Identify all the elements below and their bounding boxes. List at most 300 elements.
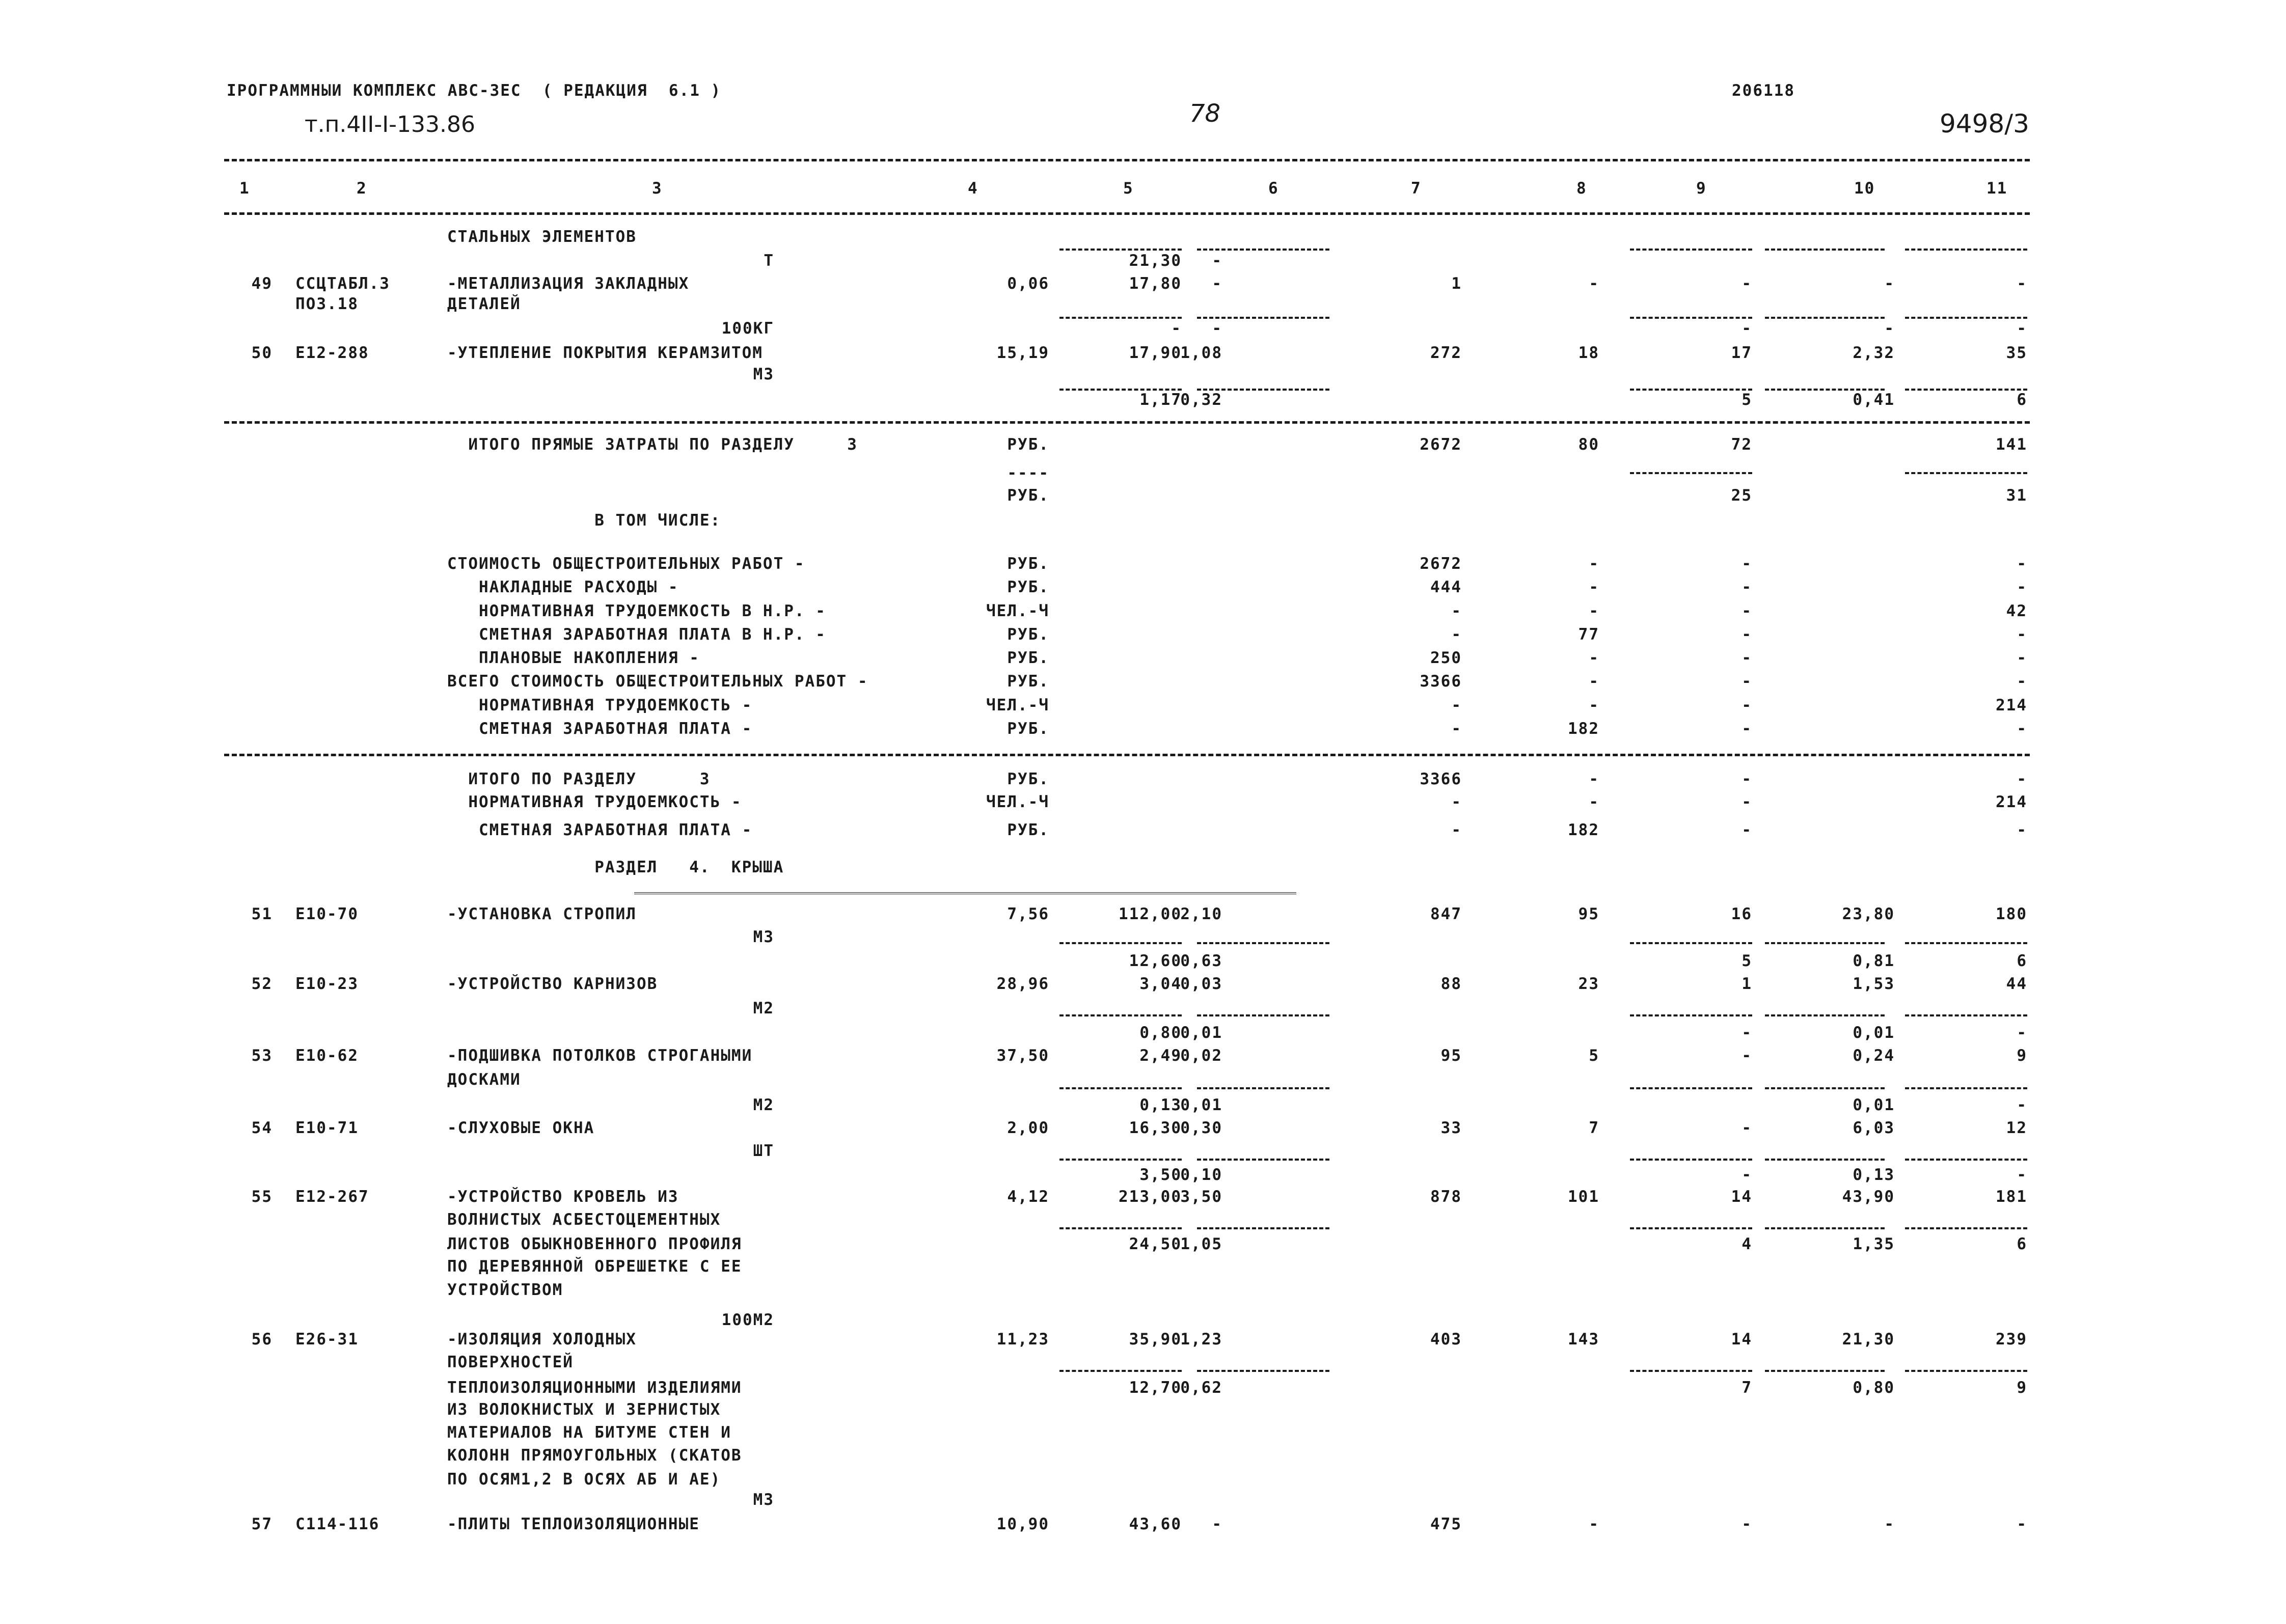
machine-cost: 5 [1741, 391, 1752, 409]
cell-separator [1630, 389, 1752, 391]
quantity: 11,23 [996, 1330, 1049, 1348]
unit-wage: 1,05 [1180, 1235, 1222, 1253]
work-description: -ПЛИTЫ TEПЛOИЗOЛЯЦИOHHЫE [447, 1515, 700, 1533]
unit-wage: 0,03 [1180, 975, 1222, 993]
column-number-6: 6 [1268, 179, 1279, 198]
unit-label: M2 [753, 1096, 774, 1114]
unit-cost: 12,60 [1129, 952, 1182, 970]
cell-separator [1059, 1370, 1182, 1372]
rate-code: E10-62 [295, 1047, 359, 1065]
total-wage: - [1589, 696, 1599, 714]
total-labor: - [2017, 672, 2027, 691]
column-number-9: 9 [1696, 179, 1707, 198]
total-labor: 9 [2017, 1379, 2027, 1397]
labor-hours: 1,35 [1853, 1235, 1895, 1253]
total-labor: - [2017, 1515, 2027, 1533]
cell-separator [1630, 1227, 1752, 1229]
total-wage: 101 [1568, 1188, 1599, 1206]
total-cost: 2672 [1420, 435, 1462, 454]
cell-separator [1059, 317, 1182, 319]
total-labor: 9 [2017, 1047, 2027, 1065]
unit-cost: 3,04 [1139, 975, 1182, 993]
work-description: ЛИCTOB OБЫKHOBEHHOГO ПPOФИЛЯ [447, 1235, 742, 1253]
cell-separator [1059, 942, 1182, 944]
machine-cost: - [1741, 793, 1752, 811]
cell-separator [1059, 249, 1182, 251]
total-cost: 475 [1430, 1515, 1462, 1533]
cell-separator [1630, 472, 1752, 474]
total-wage: - [1589, 602, 1599, 620]
cell-separator [1765, 942, 1885, 944]
cell-separator [1765, 1014, 1885, 1016]
work-description: ИTOГO ПPЯMЫE ЗATPATЫ ПO PAЗДEЛУ 3 [447, 435, 858, 454]
rate-code: CCЦTAБЛ.3 [295, 274, 390, 293]
unit-label: T [764, 252, 774, 270]
labor-hours: 0,13 [1853, 1166, 1895, 1184]
header-rule-bottom [224, 212, 2030, 215]
work-description: BOЛHИCTЫX ACБECTOЦEMEHTHЫX [447, 1210, 721, 1229]
work-description: ИЗ BOЛOKHИCTЫX И ЗEPHИCTЫX [447, 1400, 721, 1419]
quantity: 28,96 [996, 975, 1049, 993]
machine-cost: - [1741, 672, 1752, 691]
unit-cost: 0,80 [1139, 1024, 1182, 1042]
total-cost: - [1451, 696, 1462, 714]
total-cost: - [1451, 720, 1462, 738]
page-number: 78 [1189, 99, 1221, 128]
cell-separator [1905, 389, 2027, 391]
cell-separator [1905, 1087, 2027, 1089]
machine-cost: - [1741, 649, 1752, 667]
total-labor: - [2017, 625, 2027, 644]
machine-cost: - [1741, 274, 1752, 293]
total-wage: - [1589, 555, 1599, 573]
total-cost: 3366 [1420, 672, 1462, 691]
total-labor: 6 [2017, 391, 2027, 409]
total-wage: 18 [1578, 344, 1599, 362]
unit-label: 100M2 [721, 1311, 774, 1329]
work-description: CMETHAЯ ЗAPAБOTHAЯ ПЛATA - [447, 821, 753, 839]
machine-cost: 7 [1741, 1379, 1752, 1397]
cell-separator [1059, 1227, 1182, 1229]
quantity: PУБ. [1007, 649, 1049, 667]
total-labor: 6 [2017, 952, 2027, 970]
total-labor: - [2017, 821, 2027, 839]
unit-wage: 0,63 [1180, 952, 1222, 970]
work-description: CMETHAЯ ЗAPAБOTHAЯ ПЛATA B H.P. - [447, 625, 826, 644]
total-labor: - [2017, 1024, 2027, 1042]
rate-code: E10-23 [295, 975, 359, 993]
work-description: -ПOДШИBKA ПOTOЛKOB CTPOГAHЫMИ [447, 1047, 753, 1065]
total-labor: - [2017, 649, 2027, 667]
work-description: -УCTPOЙCTBO KAPHИЗOB [447, 975, 658, 993]
machine-cost: - [1741, 696, 1752, 714]
cell-separator [1197, 389, 1329, 391]
machine-cost: 17 [1731, 344, 1752, 362]
unit-cost: 17,90 [1129, 344, 1182, 362]
work-description: BCEГO CTOИMOCTЬ OБЩECTPOИTEЛЬHЫX PAБOT - [447, 672, 868, 691]
unit-cost: - [1171, 319, 1182, 338]
unit-cost: 0,13 [1139, 1096, 1182, 1114]
rate-code: E12-267 [295, 1188, 369, 1206]
total-wage: 23 [1578, 975, 1599, 993]
labor-hours: 0,80 [1853, 1379, 1895, 1397]
work-description: HOPMATИBHAЯ TPУДOEMKOCTЬ B H.P. - [447, 602, 826, 620]
cell-separator [1630, 1087, 1752, 1089]
work-description: ДOCKAMИ [447, 1070, 521, 1089]
cell-separator [1905, 1159, 2027, 1161]
unit-wage: - [1212, 319, 1222, 338]
unit-label: 100KГ [721, 319, 774, 338]
row-number: 56 [251, 1330, 273, 1348]
quantity: PУБ. [1007, 770, 1049, 788]
total-wage: - [1589, 1515, 1599, 1533]
work-description: ДETAЛEЙ [447, 295, 521, 313]
total-wage: - [1589, 274, 1599, 293]
cell-separator [1630, 942, 1752, 944]
sheet-number: 9498/3 [1940, 109, 2029, 139]
quantity: ЧEЛ.-Ч [986, 793, 1049, 811]
cell-separator [1765, 1227, 1885, 1229]
unit-wage: 1,23 [1180, 1330, 1222, 1348]
cell-separator [1765, 317, 1885, 319]
total-wage: - [1589, 793, 1599, 811]
work-description: -CЛУXOBЫE OKHA [447, 1119, 595, 1137]
machine-cost: - [1741, 720, 1752, 738]
section-title-underline [634, 892, 1296, 896]
total-cost: 3366 [1420, 770, 1462, 788]
work-description: -УCTAHOBKA CTPOПИЛ [447, 905, 637, 923]
total-labor: 42 [2006, 602, 2027, 620]
labor-hours: 2,32 [1853, 344, 1895, 362]
cell-separator [1905, 317, 2027, 319]
total-cost: 2672 [1420, 555, 1462, 573]
total-labor: 35 [2006, 344, 2027, 362]
machine-cost: 1 [1741, 975, 1752, 993]
labor-hours: 0,41 [1853, 391, 1895, 409]
work-description: УCTPOЙCTBOM [447, 1281, 563, 1299]
quantity: 7,56 [1007, 905, 1049, 923]
machine-cost: - [1741, 1119, 1752, 1137]
cell-separator [1905, 1370, 2027, 1372]
cell-separator [1905, 472, 2027, 474]
section-rule [224, 421, 2030, 424]
total-labor: 181 [1996, 1188, 2027, 1206]
work-description: TEПЛOИЗOЛЯЦИOHHЫMИ ИЗДEЛИЯMИ [447, 1379, 742, 1397]
quantity: 0,06 [1007, 274, 1049, 293]
unit-cost: 35,90 [1129, 1330, 1182, 1348]
column-number-10: 10 [1854, 179, 1875, 198]
rate-code: E12-288 [295, 344, 369, 362]
unit-label: M2 [753, 999, 774, 1017]
quantity: ЧEЛ.-Ч [986, 602, 1049, 620]
work-description: -УCTPOЙCTBO KPOBEЛЬ ИЗ [447, 1188, 679, 1206]
cell-separator [1765, 389, 1885, 391]
machine-cost: - [1741, 319, 1752, 338]
total-cost: - [1451, 602, 1462, 620]
unit-wage: - [1212, 1515, 1222, 1533]
unit-cost: 3,50 [1139, 1166, 1182, 1184]
machine-cost: 72 [1731, 435, 1752, 454]
rate-code: ПO3.18 [295, 295, 359, 313]
unit-wage: 0,01 [1180, 1024, 1222, 1042]
labor-hours: 43,90 [1842, 1188, 1895, 1206]
labor-hours: 0,81 [1853, 952, 1895, 970]
row-number: 52 [251, 975, 273, 993]
work-description: ПO ДEPEBЯHHOЙ OБPEШETKE C EE [447, 1257, 742, 1276]
cell-separator [1765, 249, 1885, 251]
machine-cost: 14 [1731, 1330, 1752, 1348]
quantity: PУБ. [1007, 486, 1049, 505]
total-wage: - [1589, 770, 1599, 788]
unit-label: M3 [753, 1491, 774, 1509]
column-number-5: 5 [1123, 179, 1134, 198]
unit-wage: 0,30 [1180, 1119, 1222, 1137]
unit-wage: 0,01 [1180, 1096, 1222, 1114]
rate-code: E10-71 [295, 1119, 359, 1137]
machine-cost: - [1741, 1515, 1752, 1533]
total-labor: - [2017, 555, 2027, 573]
document-code: 206118 [1732, 81, 1795, 100]
labor-hours: 0,01 [1853, 1024, 1895, 1042]
work-description: -METAЛЛИЗAЦИЯ ЗAKЛAДHЫX [447, 274, 690, 293]
column-number-7: 7 [1411, 179, 1422, 198]
machine-cost: - [1741, 625, 1752, 644]
total-labor: - [2017, 319, 2027, 338]
unit-wage: 0,62 [1180, 1379, 1222, 1397]
total-cost: - [1451, 793, 1462, 811]
cell-separator [1630, 317, 1752, 319]
unit-cost: 24,50 [1129, 1235, 1182, 1253]
labor-hours: 0,24 [1853, 1047, 1895, 1065]
work-description: HAKЛAДHЫE PACXOДЫ - [447, 578, 679, 596]
total-labor: 141 [1996, 435, 2027, 454]
labor-hours: 6,03 [1853, 1119, 1895, 1137]
row-number: 55 [251, 1188, 273, 1206]
machine-cost: 14 [1731, 1188, 1752, 1206]
unit-wage: 1,08 [1180, 344, 1222, 362]
column-number-1: 1 [239, 179, 250, 198]
work-description: ПOBEPXHOCTEЙ [447, 1353, 574, 1371]
quantity: ---- [1007, 464, 1049, 482]
total-labor: 180 [1996, 905, 2027, 923]
cell-separator [1197, 1370, 1329, 1372]
machine-cost: 5 [1741, 952, 1752, 970]
machine-cost: - [1741, 555, 1752, 573]
machine-cost: - [1741, 602, 1752, 620]
quantity: ЧEЛ.-Ч [986, 696, 1049, 714]
total-wage: 182 [1568, 821, 1599, 839]
project-reference: т.п.4II-I-133.86 [305, 112, 476, 137]
cell-separator [1197, 1014, 1329, 1016]
unit-cost: 2,49 [1139, 1047, 1182, 1065]
program-header: IPOГPAMMHЫИ KOMПЛEKC ABC-3EC ( PEДAKЦИЯ 6.1 ) [227, 81, 722, 100]
labor-hours: - [1884, 274, 1895, 293]
column-number-3: 3 [652, 179, 663, 198]
total-cost: 88 [1440, 975, 1462, 993]
total-wage: 143 [1568, 1330, 1599, 1348]
total-wage: 5 [1589, 1047, 1599, 1065]
machine-cost: 16 [1731, 905, 1752, 923]
total-labor: 214 [1996, 793, 2027, 811]
cell-separator [1765, 1370, 1885, 1372]
column-number-11: 11 [1986, 179, 2008, 198]
cell-separator [1905, 249, 2027, 251]
cell-separator [1197, 1087, 1329, 1089]
total-labor: - [2017, 1166, 2027, 1184]
machine-cost: 25 [1731, 486, 1752, 505]
cell-separator [1630, 1014, 1752, 1016]
column-number-2: 2 [357, 179, 367, 198]
total-labor: 44 [2006, 975, 2027, 993]
column-number-4: 4 [968, 179, 978, 198]
quantity: PУБ. [1007, 720, 1049, 738]
unit-wage: 2,10 [1180, 905, 1222, 923]
work-description: KOЛOHH ПPЯMOУГOЛЬHЫX (CKATOB [447, 1446, 742, 1465]
total-wage: 77 [1578, 625, 1599, 644]
work-description: ПЛAHOBЫE HAKOПЛEHИЯ - [447, 649, 700, 667]
total-cost: 403 [1430, 1330, 1462, 1348]
quantity: 37,50 [996, 1047, 1049, 1065]
work-description: HOPMATИBHAЯ TPУДOEMKOCTЬ - [447, 793, 742, 811]
section-rule [224, 754, 2030, 756]
total-wage: 182 [1568, 720, 1599, 738]
quantity: PУБ. [1007, 821, 1049, 839]
quantity: PУБ. [1007, 578, 1049, 596]
cell-separator [1197, 1227, 1329, 1229]
machine-cost: - [1741, 1024, 1752, 1042]
row-number: 57 [251, 1515, 273, 1533]
cell-separator [1630, 1370, 1752, 1372]
total-labor: 6 [2017, 1235, 2027, 1253]
unit-cost: 12,70 [1129, 1379, 1182, 1397]
total-labor: 239 [1996, 1330, 2027, 1348]
quantity: 10,90 [996, 1515, 1049, 1533]
labor-hours: 23,80 [1842, 905, 1895, 923]
total-wage: 95 [1578, 905, 1599, 923]
unit-cost: 213,00 [1119, 1188, 1182, 1206]
machine-cost: - [1741, 1166, 1752, 1184]
quantity: PУБ. [1007, 625, 1049, 644]
cell-separator [1059, 1159, 1182, 1161]
unit-cost: 21,30 [1129, 252, 1182, 270]
total-cost: 95 [1440, 1047, 1462, 1065]
total-cost: 250 [1430, 649, 1462, 667]
cell-separator [1905, 1227, 2027, 1229]
total-wage: - [1589, 672, 1599, 691]
rate-code: E10-70 [295, 905, 359, 923]
labor-hours: - [1884, 1515, 1895, 1533]
unit-cost: 112,00 [1119, 905, 1182, 923]
work-description: MATEPИAЛOB HA БИTУME CTEH И [447, 1423, 731, 1442]
machine-cost: - [1741, 578, 1752, 596]
cell-separator [1059, 1014, 1182, 1016]
cell-separator [1765, 1159, 1885, 1161]
total-labor: 31 [2006, 486, 2027, 505]
cell-separator [1197, 249, 1329, 251]
total-wage: 80 [1578, 435, 1599, 454]
cell-separator [1630, 1159, 1752, 1161]
rate-code: E26-31 [295, 1330, 359, 1348]
work-description: -ИЗOЛЯЦИЯ XOЛOДHЫX [447, 1330, 637, 1348]
row-number: 54 [251, 1119, 273, 1137]
cell-separator [1197, 942, 1329, 944]
unit-wage: - [1212, 274, 1222, 293]
work-description: ИTOГO ПO PAЗДEЛУ 3 [447, 770, 711, 788]
total-labor: - [2017, 274, 2027, 293]
unit-wage: 0,32 [1180, 391, 1222, 409]
total-wage: - [1589, 649, 1599, 667]
cell-separator [1059, 389, 1182, 391]
cell-separator [1197, 1159, 1329, 1161]
quantity: PУБ. [1007, 435, 1049, 454]
quantity: PУБ. [1007, 672, 1049, 691]
unit-label: ШT [753, 1142, 774, 1160]
unit-label: M3 [753, 928, 774, 946]
unit-wage: - [1212, 252, 1222, 270]
unit-label: M3 [753, 365, 774, 383]
total-cost: 33 [1440, 1119, 1462, 1137]
total-cost: 272 [1430, 344, 1462, 362]
work-description: HOPMATИBHAЯ TPУДOEMKOCTЬ - [447, 696, 753, 714]
quantity: 15,19 [996, 344, 1049, 362]
unit-wage: 0,10 [1180, 1166, 1222, 1184]
quantity: PУБ. [1007, 555, 1049, 573]
total-cost: - [1451, 821, 1462, 839]
total-wage: 7 [1589, 1119, 1599, 1137]
work-description: ПO OCЯM1,2 B OCЯX AБ И AE) [447, 1470, 721, 1489]
cell-separator [1059, 1087, 1182, 1089]
machine-cost: - [1741, 821, 1752, 839]
labor-hours: 21,30 [1842, 1330, 1895, 1348]
total-wage: - [1589, 578, 1599, 596]
unit-cost: 17,80 [1129, 274, 1182, 293]
total-labor: - [2017, 1096, 2027, 1114]
unit-cost: 43,60 [1129, 1515, 1182, 1533]
header-rule-top [224, 159, 2030, 161]
quantity: 4,12 [1007, 1188, 1049, 1206]
total-cost: 444 [1430, 578, 1462, 596]
work-description: B TOM ЧИCЛE: [447, 511, 721, 530]
total-cost: 1 [1451, 274, 1462, 293]
row-number: 49 [251, 274, 273, 293]
total-labor: - [2017, 578, 2027, 596]
total-cost: 878 [1430, 1188, 1462, 1206]
unit-cost: 1,17 [1139, 391, 1182, 409]
unit-wage: 0,02 [1180, 1047, 1222, 1065]
labor-hours: 0,01 [1853, 1096, 1895, 1114]
unit-wage: 3,50 [1180, 1188, 1222, 1206]
machine-cost: - [1741, 770, 1752, 788]
rate-code: C114-116 [295, 1515, 380, 1533]
work-description: CTOИMOCTЬ OБЩECTPOИTEЛЬHЫX PAБOT - [447, 555, 805, 573]
labor-hours: - [1884, 319, 1895, 338]
cell-separator [1905, 942, 2027, 944]
work-description: CTAЛЬHЫX ЭЛEMEHTOB [447, 228, 637, 246]
unit-cost: 16,30 [1129, 1119, 1182, 1137]
machine-cost: - [1741, 1047, 1752, 1065]
row-number: 51 [251, 905, 273, 923]
row-number: 50 [251, 344, 273, 362]
total-labor: 12 [2006, 1119, 2027, 1137]
total-cost: 847 [1430, 905, 1462, 923]
cell-separator [1630, 249, 1752, 251]
quantity: 2,00 [1007, 1119, 1049, 1137]
work-description: PAЗДEЛ 4. KPЫШA [447, 858, 784, 876]
column-number-8: 8 [1576, 179, 1587, 198]
labor-hours: 1,53 [1853, 975, 1895, 993]
total-labor: 214 [1996, 696, 2027, 714]
cell-separator [1765, 1087, 1885, 1089]
